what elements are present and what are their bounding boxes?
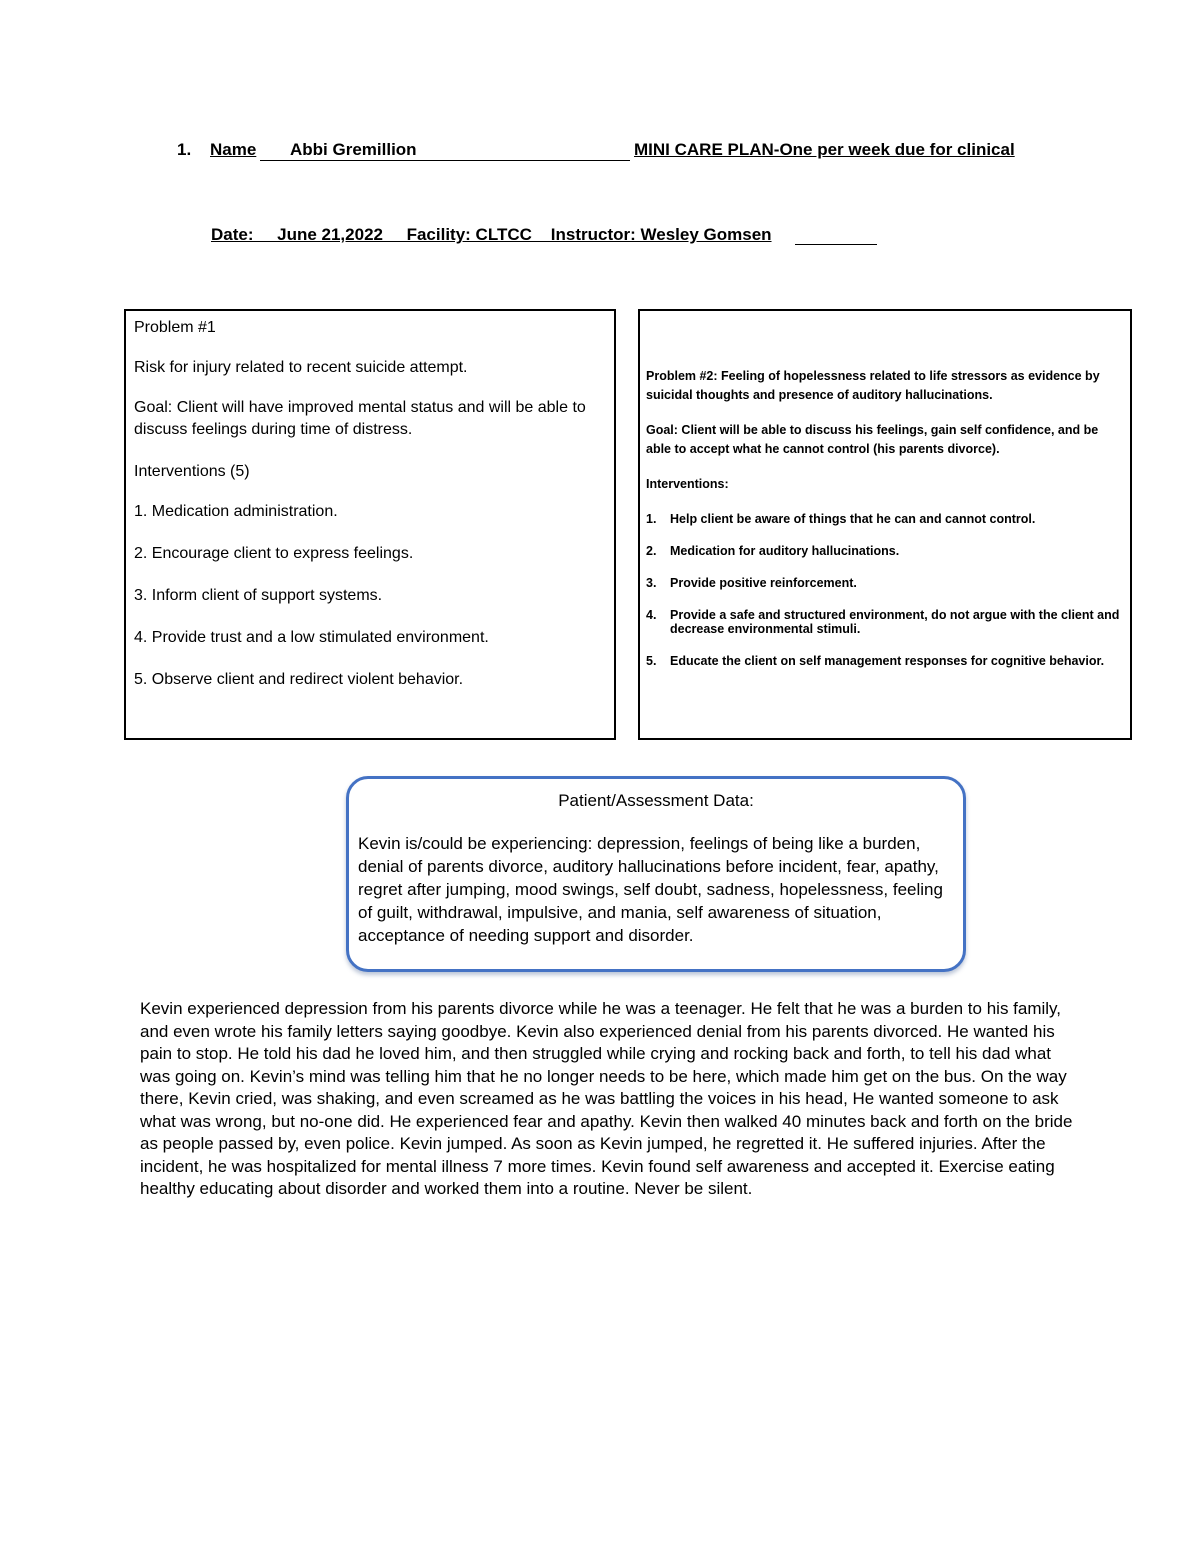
info-line [211, 225, 881, 249]
problem-2-goal: Goal: Client will be able to discuss his feelings, gain self confidence, and be able to accept what he cannot control (his parents divorce). [646, 423, 1099, 456]
problem-1-title: Problem #1 [134, 319, 216, 336]
name-value: Abbi Gremillion [260, 140, 630, 161]
problem-1-goal: Goal: Client will have improved mental status and will be able to discuss feelings during time of distress. [134, 399, 586, 438]
problem-2-box [638, 309, 1132, 740]
problem-1-interventions-label: Interventions (5) [134, 463, 250, 480]
problem-2-interventions-label: Interventions: [646, 477, 729, 491]
problem-1-intervention: 2. Encourage client to express feelings. [134, 545, 414, 562]
problem-1-risk: Risk for injury related to recent suicide attempt. [134, 359, 468, 376]
assessment-data-box [346, 776, 966, 972]
problem-1-intervention: 4. Provide trust and a low stimulated environment. [134, 629, 489, 646]
problem-2-intervention [646, 512, 1122, 526]
intervention-number: 3. [646, 576, 657, 590]
problem-2-intervention [646, 576, 1122, 590]
intervention-text: Educate the client on self management responses for cognitive behavior. [670, 654, 1105, 668]
intervention-text: Provide a safe and structured environment, do not argue with the client and decrease environmental stimuli. [670, 608, 1120, 636]
problem-1-box [124, 309, 616, 740]
assessment-body: Kevin is/could be experiencing: depression, feelings of being like a burden, denial of parents divorce, auditory hallucinations before incident, fear, apathy, regret after jumping, mood swings, self doubt, sadness, hopelessness, feeling of guilt, withdrawal, impulsive, and mania, self awareness of situation, acceptance of needing support and disorder. [358, 834, 943, 945]
problem-2-intervention [646, 608, 1122, 636]
problem-2-statement: Problem #2: Feeling of hopelessness related to life stressors as evidence by suicidal thoughts and presence of auditory hallucinations. [646, 369, 1100, 402]
document-title: MINI CARE PLAN-One per week due for clinical [634, 140, 1015, 159]
intervention-number: 4. [646, 608, 657, 622]
problem-2-intervention [646, 654, 1122, 668]
header-line [177, 140, 1037, 164]
intervention-number: 5. [646, 654, 657, 668]
intervention-number: 1. [646, 512, 657, 526]
problem-1-intervention: 3. Inform client of support systems. [134, 587, 383, 604]
narrative-paragraph: Kevin experienced depression from his parents divorce while he was a teenager. He felt that he was a burden to his family, and even wrote his family letters saying goodbye. Kevin also experienced denial from his parents divorced. He wanted his pain to stop. He told his dad he loved him, and then struggled while crying and rocking back and forth, to tell his dad what was going on. Kevin’s mind was telling him that he no longer needs to be here, which made him get on the bus. On the way there, Kevin cried, was shaking, and even screamed as he was battling the voices in his head, He wanted someone to ask what was wrong, but no-one did. He experienced fear and apathy. Kevin then walked 40 minutes back and forth on the bride as people passed by, even police. Kevin jumped. As soon as Kevin jumped, he regretted it. He suffered injuries. After the incident, he was hospitalized for mental illness 7 more times. Kevin found self awareness and accepted it. Exercise eating healthy educating about disorder and worked them into a routine. Never be silent. [140, 999, 1073, 1198]
item-number: 1. [177, 140, 192, 159]
intervention-number: 2. [646, 544, 657, 558]
intervention-text: Help client be aware of things that he can and cannot control. [670, 512, 1036, 526]
problem-1-intervention: 1. Medication administration. [134, 503, 338, 520]
problem-2-intervention [646, 544, 1122, 558]
problem-1-intervention: 5. Observe client and redirect violent behavior. [134, 671, 464, 688]
date-facility-instructor: Date: June 21,2022 Facility: CLTCC Instructor: Wesley Gomsen [211, 225, 772, 244]
assessment-title: Patient/Assessment Data: [558, 791, 754, 810]
intervention-text: Medication for auditory hallucinations. [670, 544, 900, 558]
name-label: Name [210, 140, 257, 159]
intervention-text: Provide positive reinforcement. [670, 576, 857, 590]
instructor-underline [795, 244, 877, 245]
